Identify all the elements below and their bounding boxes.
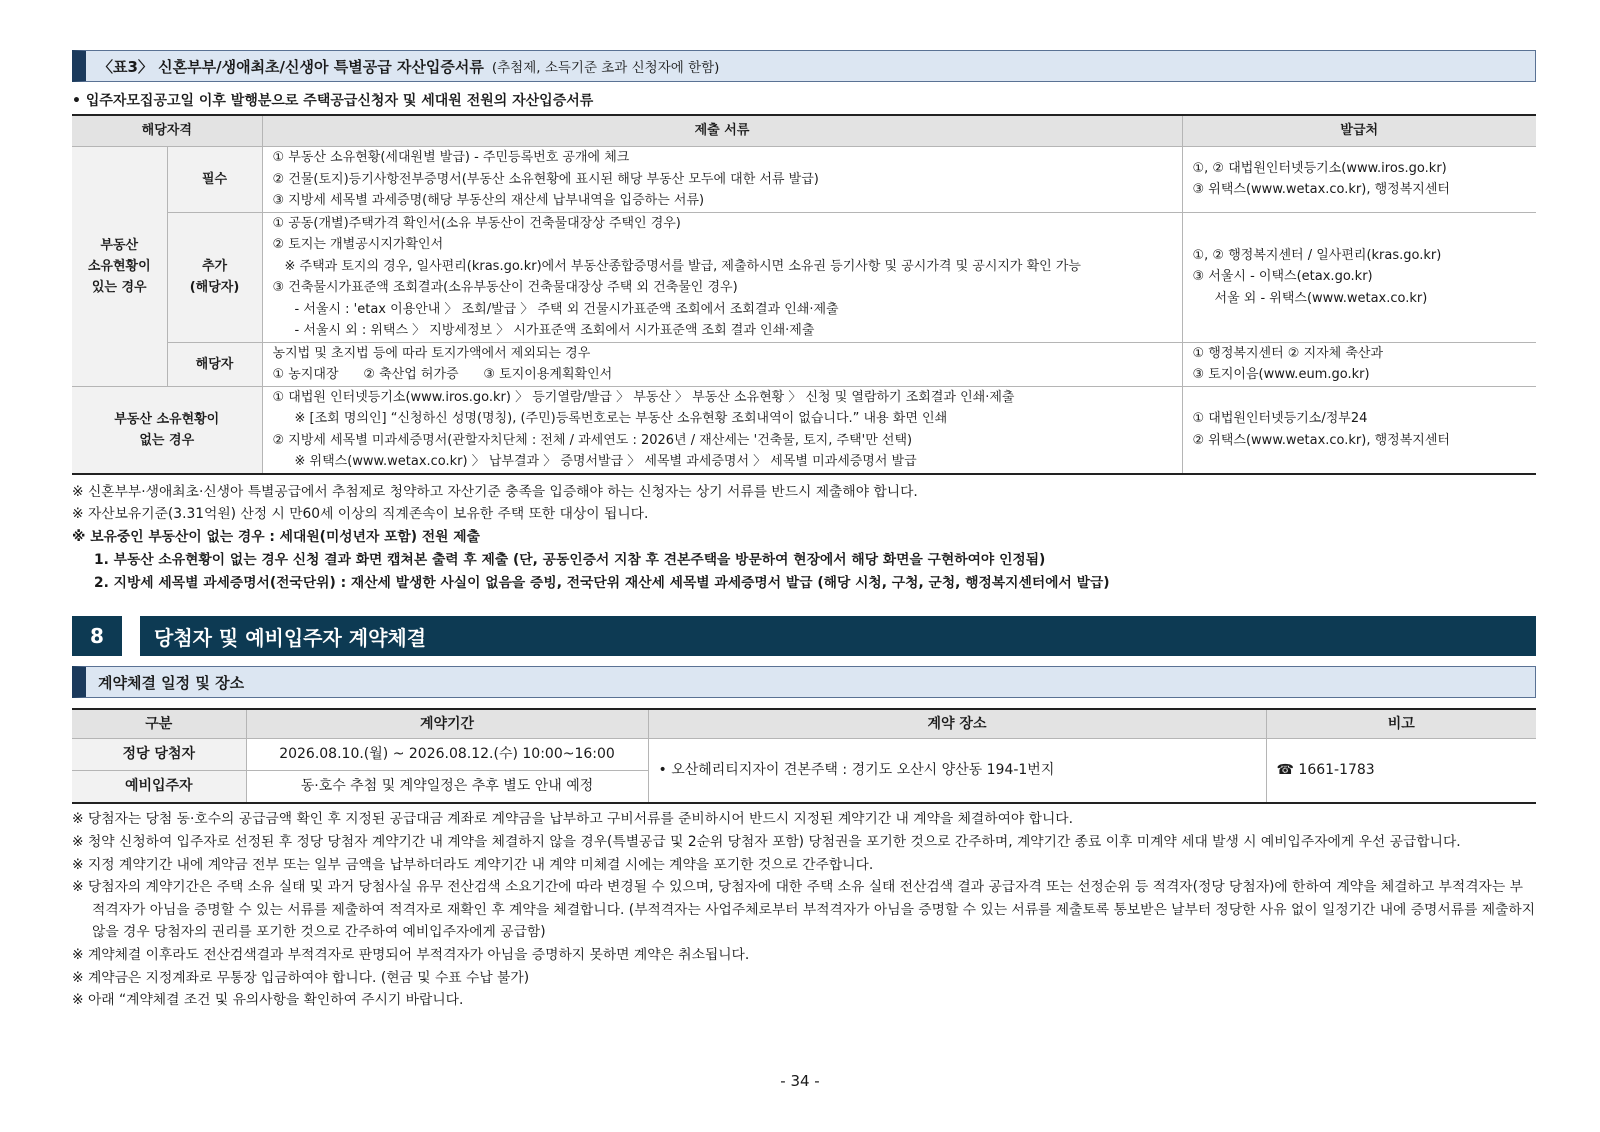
table3-bullet: • 입주자모집공고일 이후 발행분으로 주택공급신청자 및 세대원 전원의 자산입증서류 xyxy=(72,93,594,109)
period-winner: 2026.08.10.(월) ~ 2026.08.12.(수) 10:00~16:00 xyxy=(246,739,648,771)
note: ※ 자산보유기준(3.31억원) 산정 시 만60세 이상의 직계존속이 보유한 주택 또한 대상이 됩니다. xyxy=(72,506,649,523)
note: ※ 계약금은 지정계좌로 무통장 입금하여야 합니다. (현금 및 수표 수납 불가) xyxy=(72,969,530,986)
row-label-applicable: 해당자 xyxy=(167,342,262,386)
note-bold: ※ 보유중인 부동산이 없는 경우 : 세대원(미성년자 포함) 전원 제출 xyxy=(72,529,480,546)
asset-proof-table xyxy=(72,114,1536,475)
table-row xyxy=(72,212,1536,342)
note: ※ 계약체결 이후라도 전산검색결과 부적격자로 판명되어 부적격자가 아님을 증명하지 못하면 계약은 취소됩니다. xyxy=(72,947,750,964)
header-remarks: 비고 xyxy=(1266,709,1536,739)
docs-cell: ① 대법원 인터넷등기소(www.iros.go.kr) 〉 등기열람/발급 〉 부동산 〉 부동산 소유현황 〉 신청 및 열람하기 조회결과 인쇄·제출 ※ [조회 명의인] “신청하신 성명(명칭), (주민)등록번호로는 부동산 소유현황 조회내역이 없습니다.” 내용 화면 인쇄 ② 지방세 세목별 미과세증명서(관할자치단체 : 전체 / 과세연도 : 2026년 / 재산세는 '건축물, 토지, 주택'만 선택) ※ 위택스(www.wetax.co.kr) 〉 납부결과 〉 증명서발급 〉 세목별 과세증명서 〉 세목별 미과세증명서 발급 xyxy=(262,386,1182,474)
docs-cell: ① 부동산 소유현황(세대원별 발급) - 주민등록번호 공개에 체크 ② 건물(토지)등기사항전부증명서(부동산 소유현황에 표시된 해당 부동산 모두에 대한 서류 발급) ③ 지방세 세목별 과세증명(해당 부동산의 재산세 납부내역을 입증하는 서류) xyxy=(262,147,1182,213)
issuer-cell: ① 행정복지센터 ② 지자체 축산과 ③ 토지이음(www.eum.go.kr) xyxy=(1182,342,1536,386)
row-label-additional: 추가 (해당자) xyxy=(167,212,262,342)
note: ※ 청약 신청하여 입주자로 선정된 후 정당 당첨자 계약기간 내 계약을 체결하지 않을 경우(특별공급 및 2순위 당첨자 포함) 당첨권을 포기한 것으로 간주하며, 계약기간 종료 이후 미계약 세대 발생 시 예비입주자에게 우선 공급합니다. xyxy=(72,834,1461,851)
header-documents: 제출 서류 xyxy=(262,115,1182,147)
issuer-cell: ① 대법원인터넷등기소/정부24 ② 위택스(www.wetax.co.kr), 행정복지센터 xyxy=(1182,386,1536,474)
chapter-heading xyxy=(72,616,1536,656)
table-row xyxy=(72,739,1536,771)
row-type-reserve: 예비입주자 xyxy=(72,771,246,804)
contract-remarks xyxy=(1266,739,1536,804)
table3-notes xyxy=(72,481,1536,595)
chapter-title: 당첨자 및 예비입주자 계약체결 xyxy=(140,616,1536,656)
note: ※ 당첨자의 계약기간은 주택 소유 실태 및 과거 당첨사실 유무 전산검색 소요기간에 따라 변경될 수 있으며, 당첨자에 대한 주택 소유 실태 전산검색 결과 공급자격 또는 선정순위 등 적격자(정당 당첨자)에 한하여 계약을 체결하고 부적격자는 부적격자가 아님을 증명할 수 있는 서류를 제출하여 적격자로 재확인 후 계약을 체결합니다. (부적격자는 사업주체로부터 부적격자가 아님을 증명할 수 있는 서류를 제출토록 통보받은 날부터 정당한 사유 없이 일정기간 내에 증명서류를 제출하지 않을 경우 당첨자의 권리를 포기한 것으로 간주하여 예비입주자에게 공급함) xyxy=(72,879,1536,941)
table3-subtitle: (추첨제, 소득기준 초과 신청자에 한함) xyxy=(491,60,720,76)
chapter-number: 8 xyxy=(72,616,122,656)
header-type: 구분 xyxy=(72,709,246,739)
issuer-cell: ①, ② 행정복지센터 / 일사편리(kras.go.kr) ③ 서울시 - 이택스(etax.go.kr) 서울 외 - 위택스(www.wetax.co.kr) xyxy=(1182,212,1536,342)
bold-sub-note: 1. 부동산 소유현황이 없는 경우 신청 결과 화면 캡쳐본 출력 후 제출 (단, 공동인증서 지참 후 견본주택을 방문하여 현장에서 해당 화면을 구현하여야 인정됨) xyxy=(94,551,1046,568)
contract-schedule-table xyxy=(72,708,1536,804)
table-row xyxy=(72,342,1536,386)
contract-section-title-bar xyxy=(72,666,1536,698)
header-qualification: 해당자격 xyxy=(72,115,262,147)
phone-number: 1661-1783 xyxy=(1298,762,1375,779)
note: ※ 지정 계약기간 내에 계약금 전부 또는 일부 금액을 납부하더라도 계약기간 내 계약 미체결 시에는 계약을 포기한 것으로 간주합니다. xyxy=(72,856,874,873)
issuer-cell: ①, ② 대법원인터넷등기소(www.iros.go.kr) ③ 위택스(www.wetax.co.kr), 행정복지센터 xyxy=(1182,147,1536,213)
docs-cell: 농지법 및 초지법 등에 따라 토지가액에서 제외되는 경우 ① 농지대장 ② 축산업 허가증 ③ 토지이용계획확인서 xyxy=(262,342,1182,386)
group-label-owned: 부동산 소유현황이 있는 경우 xyxy=(72,147,167,387)
table3-title: 〈표3〉 신혼부부/생애최초/신생아 특별공급 자산입증서류 xyxy=(98,57,484,76)
page-number: - 34 - xyxy=(780,1072,820,1090)
row-label-required: 필수 xyxy=(167,147,262,213)
note: ※ 아래 “계약체결 조건 및 유의사항을 확인하여 주시기 바랍니다. xyxy=(72,992,464,1009)
note: ※ 당첨자는 당첨 동·호수의 공급금액 확인 후 지정된 공급대금 계좌로 계약금을 납부하고 구비서류를 준비하시어 반드시 지정된 계약기간 내 계약을 체결하여야 합니다. xyxy=(72,811,1074,828)
document-page xyxy=(72,50,1536,1012)
group-label-not-owned: 부동산 소유현황이 없는 경우 xyxy=(72,386,262,474)
row-type-winner: 정당 당첨자 xyxy=(72,739,246,771)
contract-notes xyxy=(72,808,1536,1011)
table-header-row xyxy=(72,709,1536,739)
period-reserve: 동·호수 추첨 및 계약일정은 추후 별도 안내 예정 xyxy=(246,771,648,804)
contract-section-title: 계약체결 일정 및 장소 xyxy=(98,673,245,692)
bold-sub-note: 2. 지방세 세목별 과세증명서(전국단위) : 재산세 발생한 사실이 없음을 증빙, 전국단위 재산세 세목별 과세증명서 발급 (해당 시청, 구청, 군청, 행정복지센터에서 발급) xyxy=(94,574,1110,591)
phone-icon: ☎ xyxy=(1276,762,1294,779)
note: ※ 신혼부부·생애최초·신생아 특별공급에서 추첨제로 청약하고 자산기준 충족을 입증해야 하는 신청자는 상기 서류를 반드시 제출해야 합니다. xyxy=(72,483,918,500)
table-row xyxy=(72,386,1536,474)
header-issuer: 발급처 xyxy=(1182,115,1536,147)
header-place: 계약 장소 xyxy=(648,709,1266,739)
contract-place: • 오산헤리티지자이 견본주택 : 경기도 오산시 양산동 194-1번지 xyxy=(648,739,1266,804)
table3-title-bar xyxy=(72,50,1536,82)
docs-cell: ① 공동(개별)주택가격 확인서(소유 부동산이 건축물대장상 주택인 경우) ② 토지는 개별공시지가확인서 ※ 주택과 토지의 경우, 일사편리(kras.go.kr)에서 부동산종합증명서를 발급, 제출하시면 소유권 등기사항 및 공시가격 및 공시지가 확인 가능 ③ 건축물시가표준액 조회결과(소유부동산이 건축물대장상 주택 외 건축물인 경우) - 서울시 : 'etax 이용안내 〉 조회/발급 〉 주택 외 건물시가표준액 조회에서 조회결과 인쇄·제출 - 서울시 외 : 위택스 〉 지방세정보 〉 시가표준액 조회에서 시가표준액 조회 결과 인쇄·제출 xyxy=(262,212,1182,342)
table-header-row xyxy=(72,115,1536,147)
header-period: 계약기간 xyxy=(246,709,648,739)
table-row xyxy=(72,147,1536,213)
